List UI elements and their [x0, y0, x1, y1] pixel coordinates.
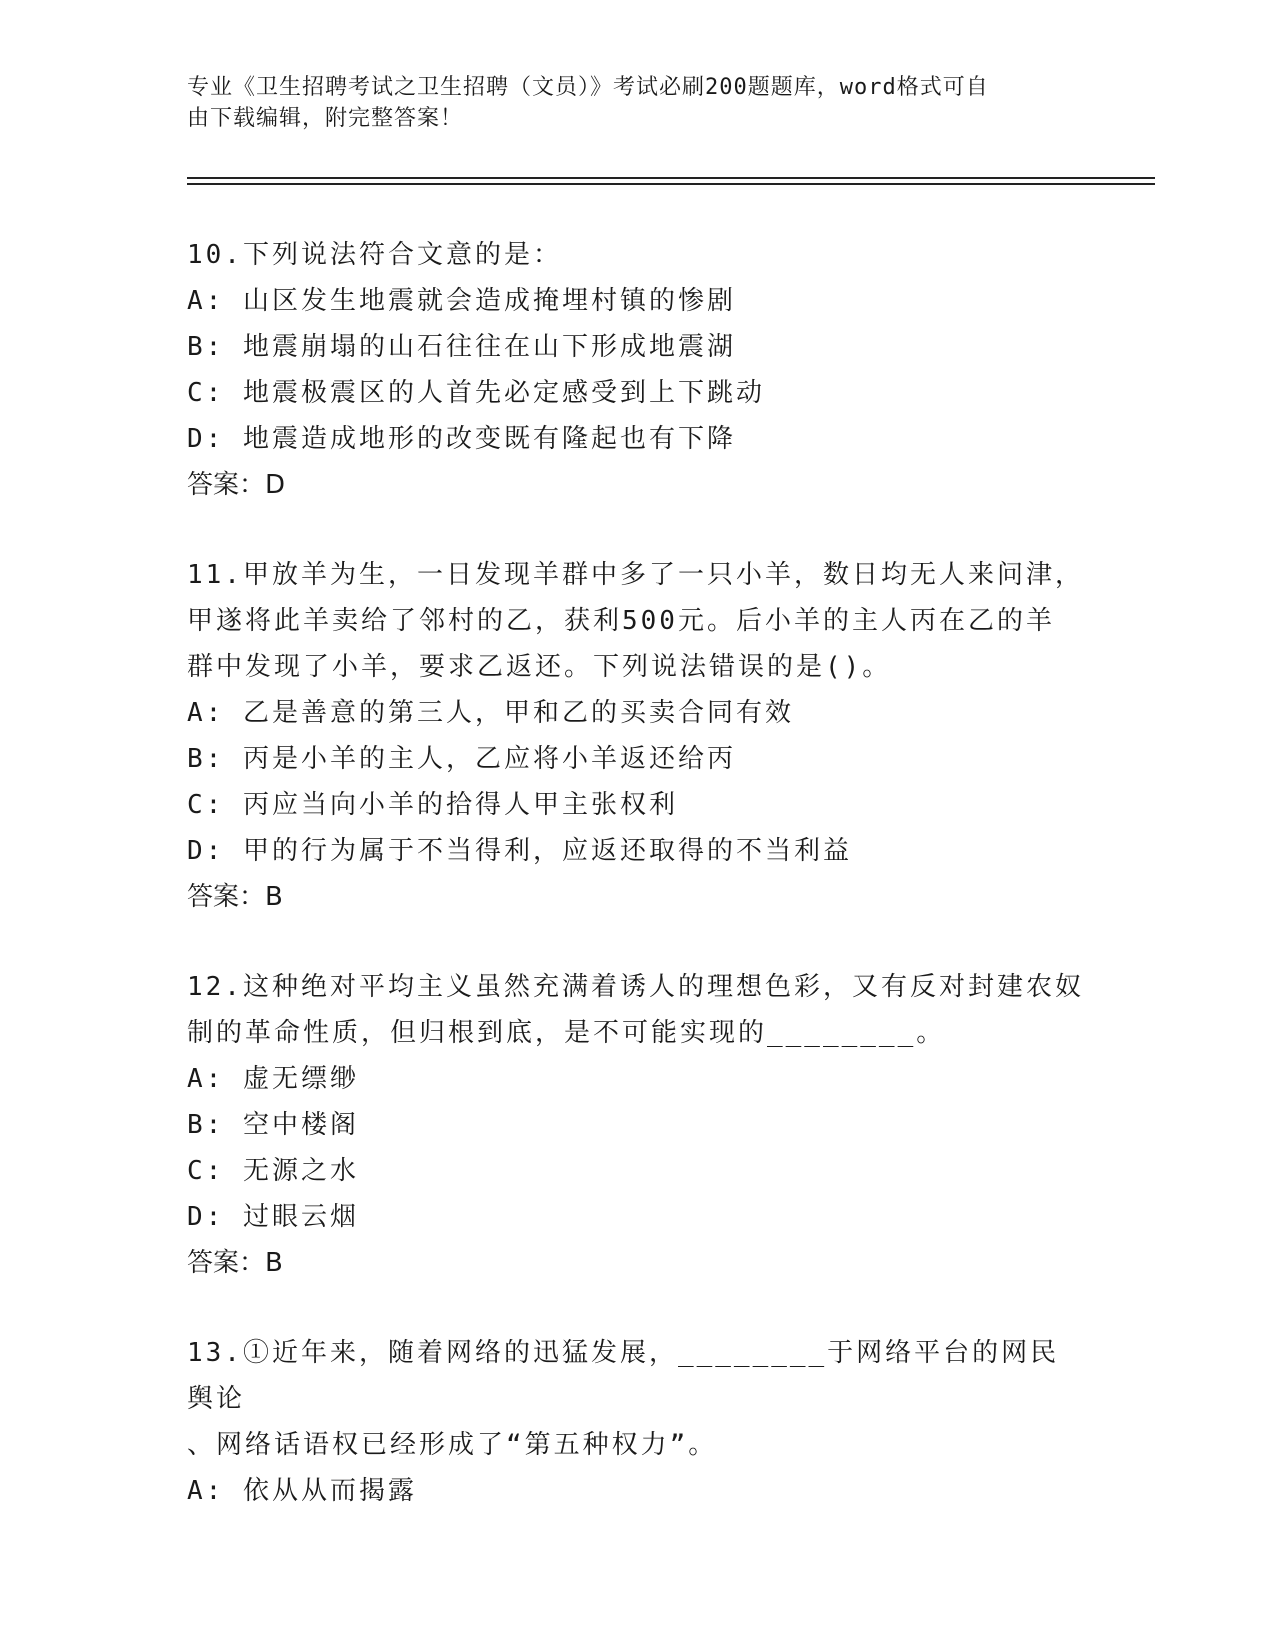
question-text: 群中发现了小羊，要求乙返还。下列说法错误的是()。	[187, 652, 892, 682]
option-b: B: 地震崩塌的山石往往在山下形成地震湖	[187, 332, 736, 362]
question-text: 甲遂将此羊卖给了邻村的乙，获利500元。后小羊的主人丙在乙的羊	[187, 606, 1055, 636]
option-c: C: 丙应当向小羊的拾得人甲主张权利	[187, 790, 678, 820]
answer: 答案：D	[187, 470, 286, 500]
answer: 答案：B	[187, 1248, 283, 1278]
question-text: 10.下列说法符合文意的是：	[187, 240, 562, 270]
question-10	[187, 232, 1087, 508]
option-d: D: 地震造成地形的改变既有隆起也有下降	[187, 424, 736, 454]
question-13	[187, 1330, 1087, 1514]
option-b: B: 空中楼阁	[187, 1110, 359, 1140]
header-line-2: 由下载编辑，附完整答案！	[187, 106, 464, 131]
option-a: A: 虚无缥缈	[187, 1064, 359, 1094]
header-divider-bottom	[187, 183, 1155, 185]
option-d: D: 甲的行为属于不当得利，应返还取得的不当利益	[187, 836, 852, 866]
header-line-1: 专业《卫生招聘考试之卫生招聘（文员）》考试必刷200题题库，word格式可自	[187, 75, 989, 100]
question-text: 12.这种绝对平均主义虽然充满着诱人的理想色彩，又有反对封建农奴	[187, 972, 1084, 1002]
question-11	[187, 552, 1087, 920]
option-a: A: 乙是善意的第三人，甲和乙的买卖合同有效	[187, 698, 794, 728]
option-d: D: 过眼云烟	[187, 1202, 359, 1232]
question-text: 制的革命性质，但归根到底，是不可能实现的________。	[187, 1018, 946, 1048]
option-b: B: 丙是小羊的主人，乙应将小羊返还给丙	[187, 744, 736, 774]
option-c: C: 地震极震区的人首先必定感受到上下跳动	[187, 378, 765, 408]
question-12	[187, 964, 1087, 1286]
question-text: 11.甲放羊为生，一日发现羊群中多了一只小羊，数日均无人来问津，	[187, 560, 1084, 590]
header-divider-top	[187, 177, 1155, 179]
option-c: C: 无源之水	[187, 1156, 359, 1186]
option-a: A: 依从从而揭露	[187, 1476, 417, 1506]
question-text: 13.①近年来，随着网络的迅猛发展，________于网络平台的网民舆论	[187, 1338, 1060, 1414]
answer: 答案：B	[187, 882, 283, 912]
question-text: 、网络话语权已经形成了“第五种权力”。	[187, 1430, 718, 1460]
option-a: A: 山区发生地震就会造成掩埋村镇的惨剧	[187, 286, 736, 316]
question-list	[187, 232, 1087, 1558]
document-header	[187, 72, 1067, 134]
